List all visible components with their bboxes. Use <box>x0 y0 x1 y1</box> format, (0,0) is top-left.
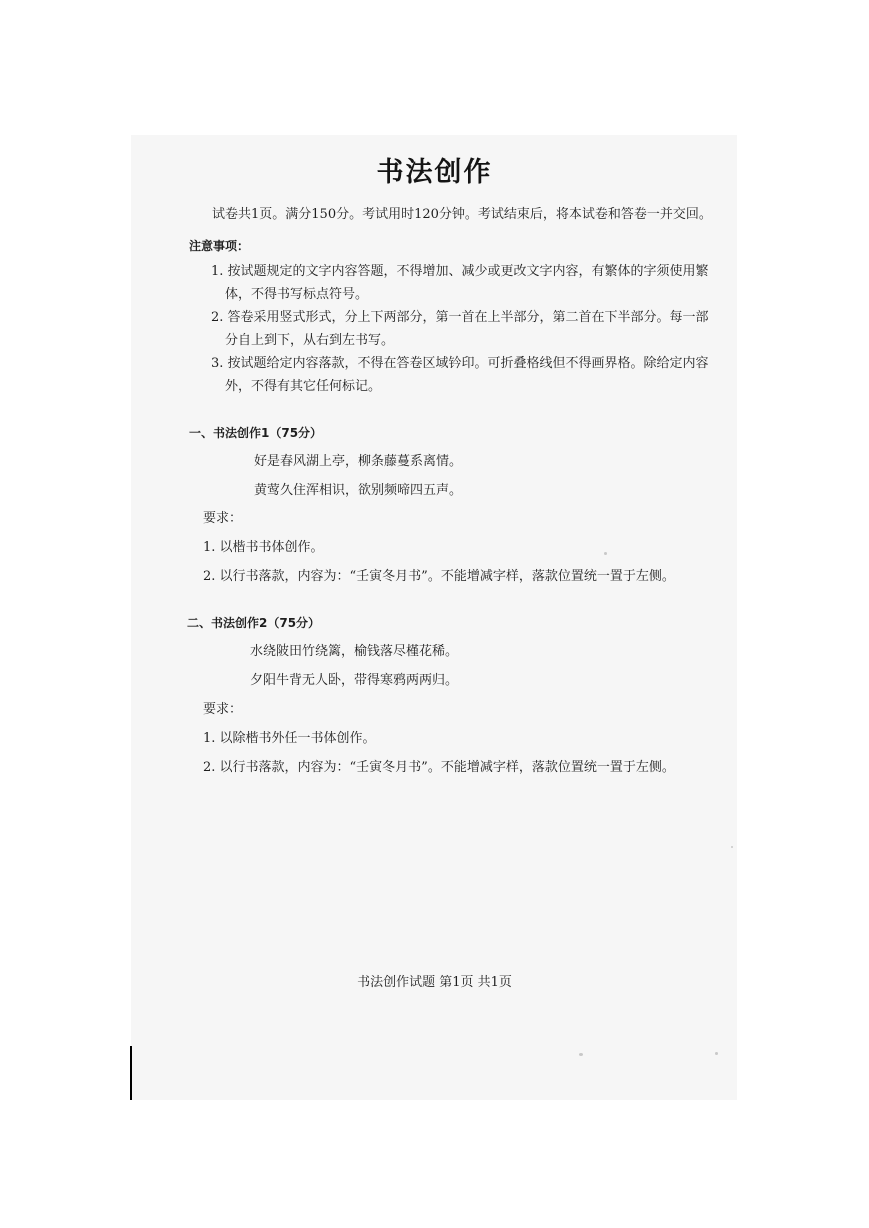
section-2-requirement-2: 2. 以行书落款，内容为：“壬寅冬月书”。不能增减字样，落款位置统一置于左侧。 <box>203 760 675 775</box>
section-2-poem-line-1: 水绕陂田竹绕篱，榆钱落尽槿花稀。 <box>250 644 459 659</box>
note-1-line-2: 体，不得书写标点符号。 <box>225 287 369 302</box>
section-2-requirement-1: 1. 以除楷书外任一书体创作。 <box>203 731 376 746</box>
section-1-requirement-1: 1. 以楷书书体创作。 <box>203 540 324 555</box>
scan-speck <box>579 1053 583 1056</box>
page-title: 书法创作 <box>376 157 493 188</box>
note-3-line-2: 外，不得有其它任何标记。 <box>225 379 382 394</box>
section-2-poem-line-2: 夕阳牛背无人卧，带得寒鸦两两归。 <box>250 673 459 688</box>
notes-heading: 注意事项： <box>189 239 250 253</box>
scan-speck <box>715 1052 718 1055</box>
section-1-poem-line-2: 黄莺久住浑相识，欲别频啼四五声。 <box>254 483 463 498</box>
note-1-line-1: 1. 按试题规定的文字内容答题，不得增加、减少或更改文字内容，有繁体的字须使用繁 <box>211 264 709 279</box>
scan-edge-mark <box>130 1046 132 1100</box>
note-3-line-1: 3. 按试题给定内容落款，不得在答卷区域钤印。可折叠格线但不得画界格。除给定内容 <box>211 356 709 371</box>
section-1-poem-line-1: 好是春风湖上亭，柳条藤蔓系离情。 <box>254 454 463 469</box>
scan-speck <box>604 552 607 555</box>
intro-text: 试卷共1页。满分150分。考试用时120分钟。考试结束后，将本试卷和答卷一并交回。 <box>212 207 712 222</box>
scan-speck <box>731 846 733 848</box>
note-2-line-2: 分自上到下，从右到左书写。 <box>225 333 395 348</box>
section-1-heading: 一、书法创作1（75分） <box>189 426 323 440</box>
section-2-requirements-label: 要求： <box>203 702 243 717</box>
section-1-requirement-2: 2. 以行书落款，内容为：“壬寅冬月书”。不能增减字样，落款位置统一置于左侧。 <box>203 569 675 584</box>
page-footer: 书法创作试题 第1页 共1页 <box>357 975 512 990</box>
section-2-heading: 二、书法创作2（75分） <box>187 616 321 630</box>
note-2-line-1: 2. 答卷采用竖式形式，分上下两部分，第一首在上半部分，第二首在下半部分。每一部 <box>211 310 709 325</box>
section-1-requirements-label: 要求： <box>203 511 243 526</box>
